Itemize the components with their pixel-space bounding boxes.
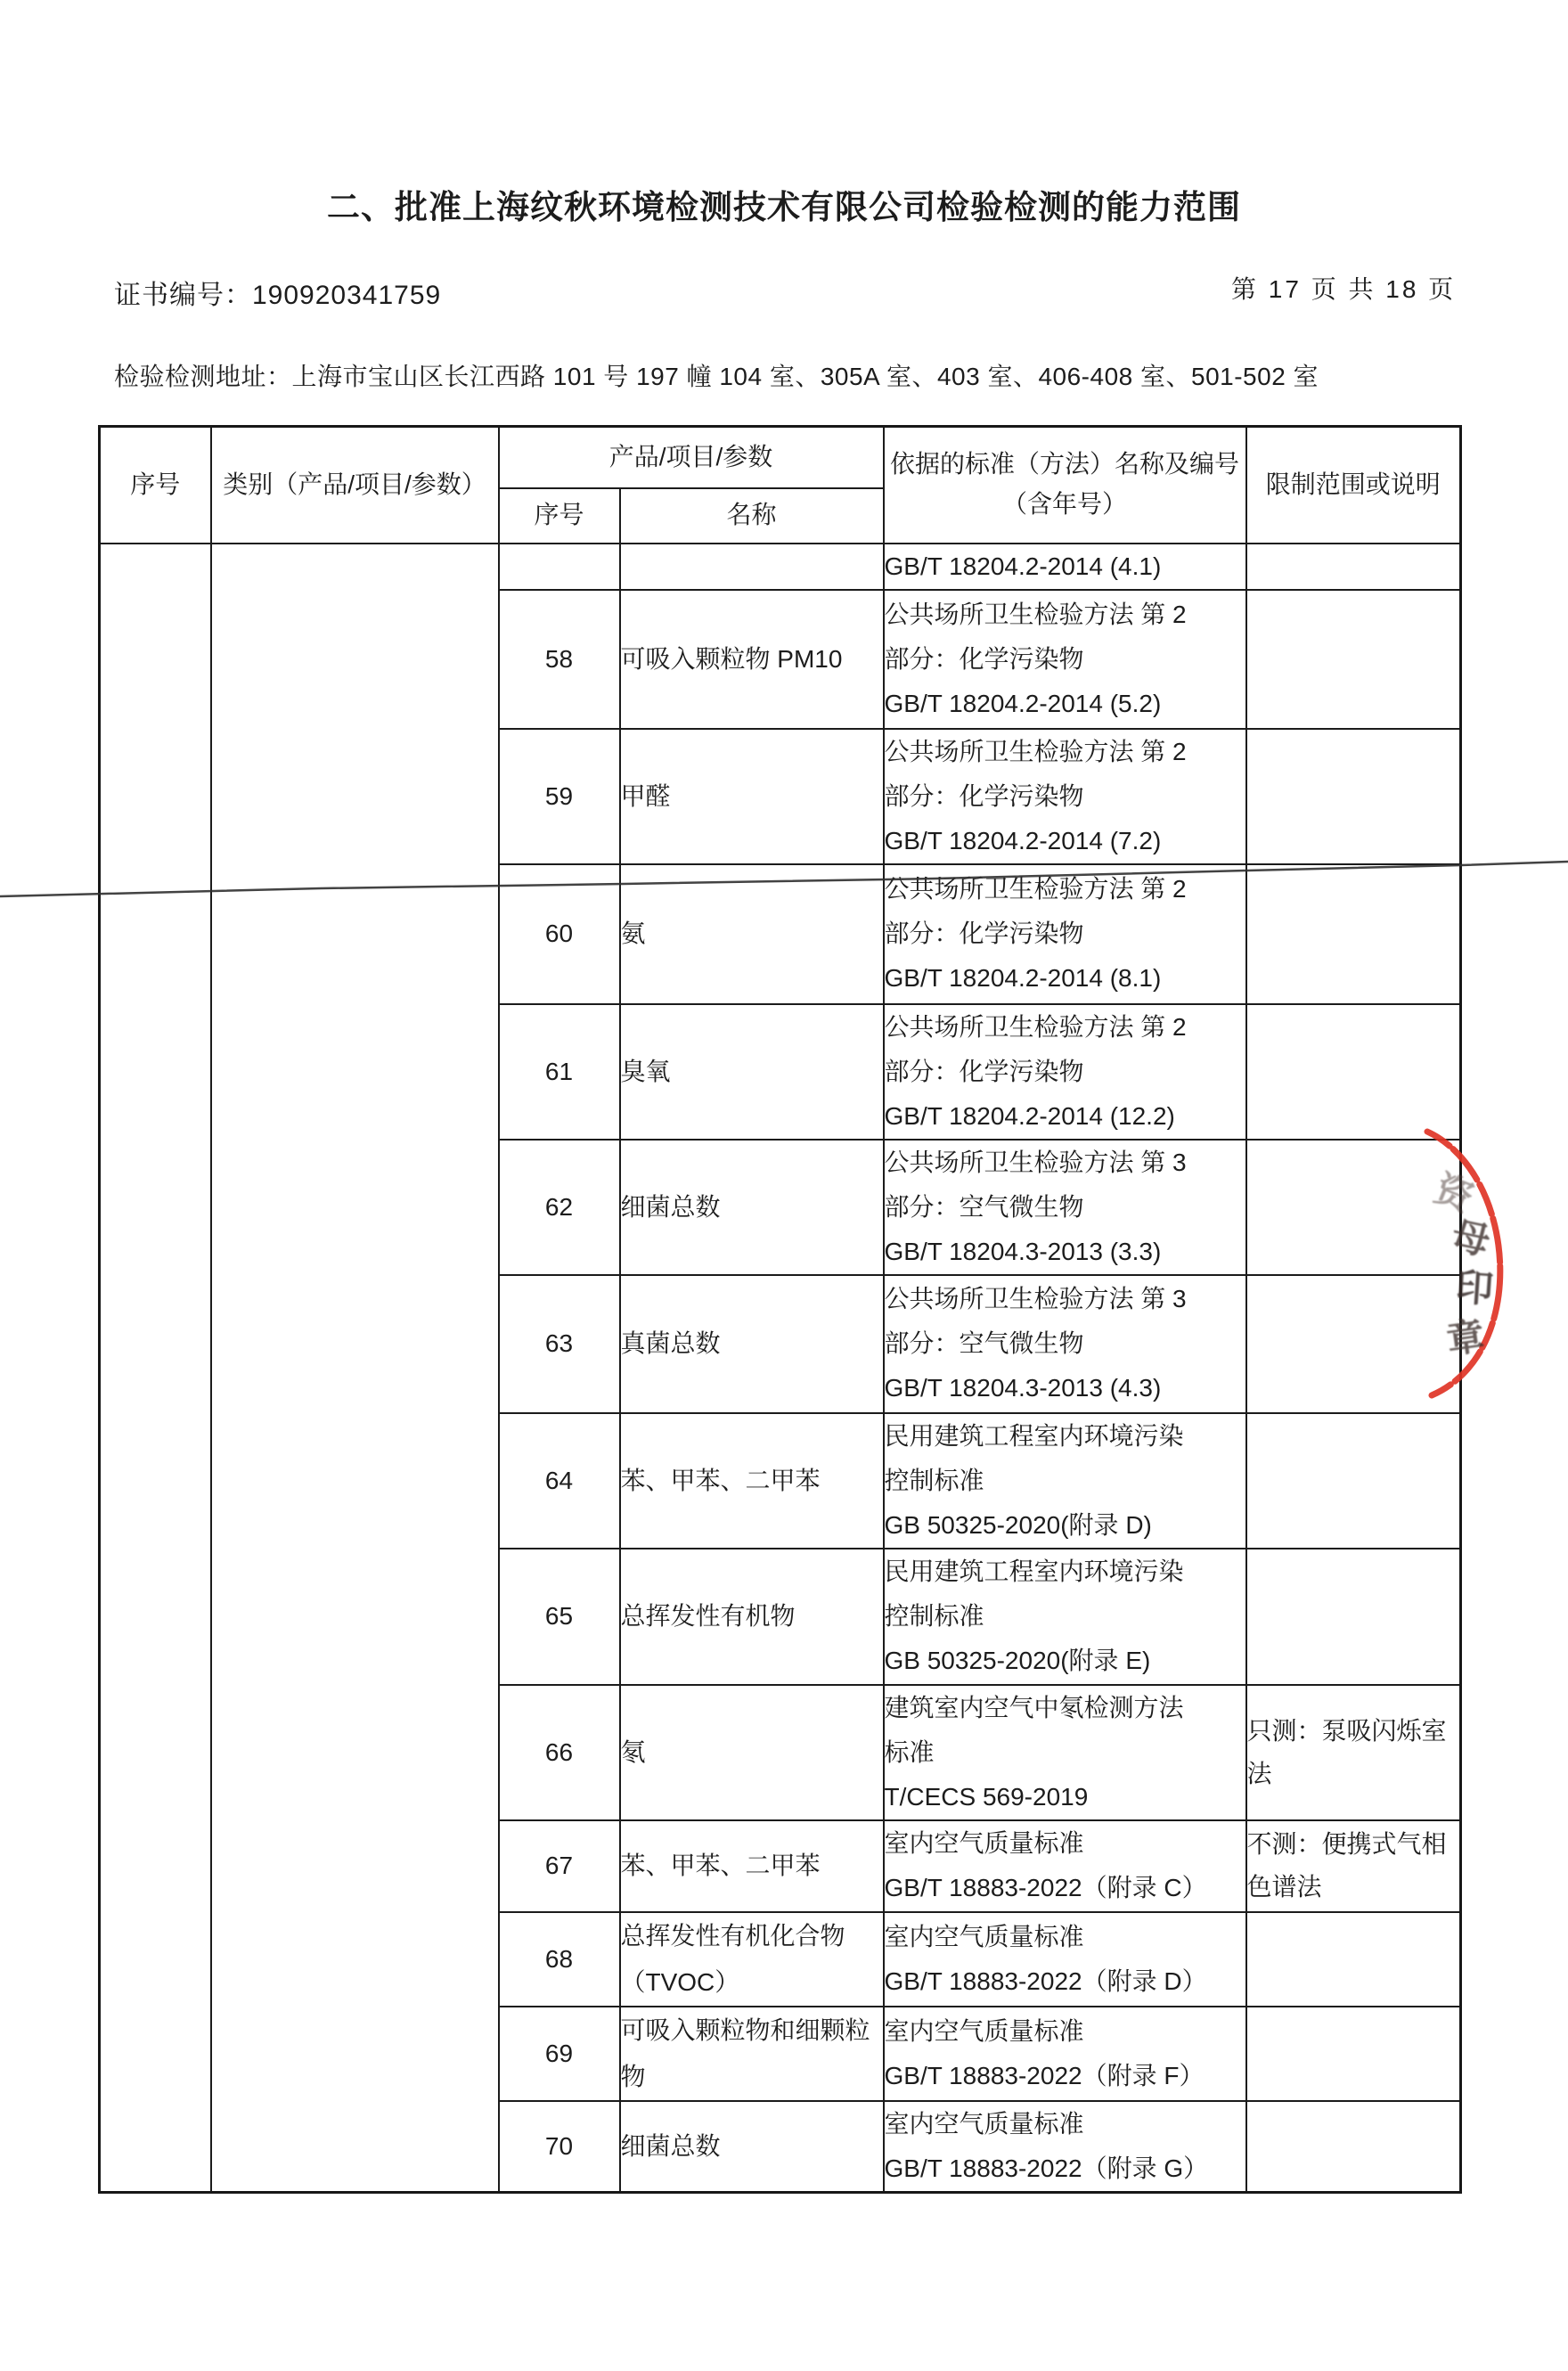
header-seq: 序号 [100,427,211,544]
row-limitation [1246,1004,1461,1140]
row-seq: 66 [499,1685,620,1820]
header-category: 类别（产品/项目/参数） [211,427,499,544]
seal-glyph: 资 [1428,1166,1480,1220]
row-limitation [1246,1912,1461,2007]
row-name: 氡 [620,1685,884,1820]
row-name: 苯、甲苯、二甲苯 [620,1820,884,1912]
row-seq: 62 [499,1140,620,1275]
row-name: 总挥发性有机化合物（TVOC） [620,1912,884,2007]
row-standard: 公共场所卫生检验方法 第 2 部分：化学污染物 GB/T 18204.2-2014 (12.2) [884,1004,1246,1140]
header-sub-name: 名称 [620,488,884,544]
row-seq: 61 [499,1004,620,1140]
row-standard: 公共场所卫生检验方法 第 2 部分：化学污染物 GB/T 18204.2-2014 (8.1) [884,864,1246,1004]
row-limitation [1246,1549,1461,1685]
header-product-group: 产品/项目/参数 [499,427,884,488]
row-name: 真菌总数 [620,1275,884,1413]
row-standard: 民用建筑工程室内环境污染 控制标准 GB 50325-2020(附录 E) [884,1549,1246,1685]
row-limitation: 不测：便携式气相色谱法 [1246,1820,1461,1912]
row-seq: 60 [499,864,620,1004]
page-indicator: 第 17 页 共 18 页 [1231,275,1457,303]
address-line [114,357,1319,393]
row-name: 臭氧 [620,1004,884,1140]
row-limitation [1246,1413,1461,1549]
row-name: 氨 [620,864,884,1004]
row-name: 细菌总数 [620,1140,884,1275]
row-seq [499,544,620,590]
row-name: 总挥发性有机物 [620,1549,884,1685]
header-sub-seq: 序号 [499,488,620,544]
row-standard: 室内空气质量标准 GB/T 18883-2022（附录 C） [884,1820,1246,1912]
table-row [100,544,1461,590]
row-seq: 59 [499,729,620,864]
row-limitation [1246,729,1461,864]
row-limitation [1246,590,1461,729]
row-name: 细菌总数 [620,2101,884,2193]
table-body [100,544,1461,2193]
row-limitation [1246,544,1461,590]
seal-glyph: 印 [1454,1265,1495,1311]
row-limitation: 只测：泵吸闪烁室法 [1246,1685,1461,1820]
row-seq: 70 [499,2101,620,2193]
address-label: 检验检测地址： [114,363,292,390]
row-name: 可吸入颗粒物 PM10 [620,590,884,729]
capability-table [98,425,1462,2194]
row-seq: 67 [499,1820,620,1912]
seal-glyph: 章 [1443,1314,1488,1361]
row-seq: 69 [499,2007,620,2101]
row-name: 可吸入颗粒物和细颗粒物 [620,2007,884,2101]
row-limitation [1246,864,1461,1004]
row-standard: 公共场所卫生检验方法 第 3 部分：空气微生物 GB/T 18204.3-2013 (3.3) [884,1140,1246,1275]
certificate-number: 190920341759 [252,281,442,310]
header-standard: 依据的标准（方法）名称及编号（含年号） [884,427,1246,544]
row-standard: GB/T 18204.2-2014 (4.1) [884,544,1246,590]
row-limitation [1246,2007,1461,2101]
header-limitation: 限制范围或说明 [1246,427,1461,544]
row-seq: 65 [499,1549,620,1685]
row-standard: 室内空气质量标准 GB/T 18883-2022（附录 D） [884,1912,1246,2007]
row-standard: 建筑室内空气中氡检测方法 标准 T/CECS 569-2019 [884,1685,1246,1820]
row-standard: 室内空气质量标准 GB/T 18883-2022（附录 F） [884,2007,1246,2101]
row-seq: 68 [499,1912,620,2007]
row-name: 苯、甲苯、二甲苯 [620,1413,884,1549]
row-limitation [1246,2101,1461,2193]
row-standard: 公共场所卫生检验方法 第 2 部分：化学污染物 GB/T 18204.2-2014 (5.2) [884,590,1246,729]
row-seq: 58 [499,590,620,729]
seal-glyph: 母 [1448,1214,1494,1263]
row-seq: 64 [499,1413,620,1549]
address-value: 上海市宝山区长江西路 101 号 197 幢 104 室、305A 室、403 室、406-408 室、501-502 室 [291,363,1319,390]
row-standard: 室内空气质量标准 GB/T 18883-2022（附录 G） [884,2101,1246,2193]
category-seq-cell [100,544,211,2193]
category-cell [211,544,499,2193]
row-name: 甲醛 [620,729,884,864]
row-seq: 63 [499,1275,620,1413]
row-standard: 民用建筑工程室内环境污染 控制标准 GB 50325-2020(附录 D) [884,1413,1246,1549]
row-standard: 公共场所卫生检验方法 第 2 部分：化学污染物 GB/T 18204.2-2014 (7.2) [884,729,1246,864]
certificate-label: 证书编号： [114,281,252,310]
certificate-line [114,273,441,312]
row-standard: 公共场所卫生检验方法 第 3 部分：空气微生物 GB/T 18204.3-2013 (4.3) [884,1275,1246,1413]
page-title: 二、批准上海纹秋环境检测技术有限公司检验检测的能力范围 [327,189,1241,225]
row-limitation [1246,1140,1461,1275]
row-limitation [1246,1275,1461,1413]
row-name [620,544,884,590]
